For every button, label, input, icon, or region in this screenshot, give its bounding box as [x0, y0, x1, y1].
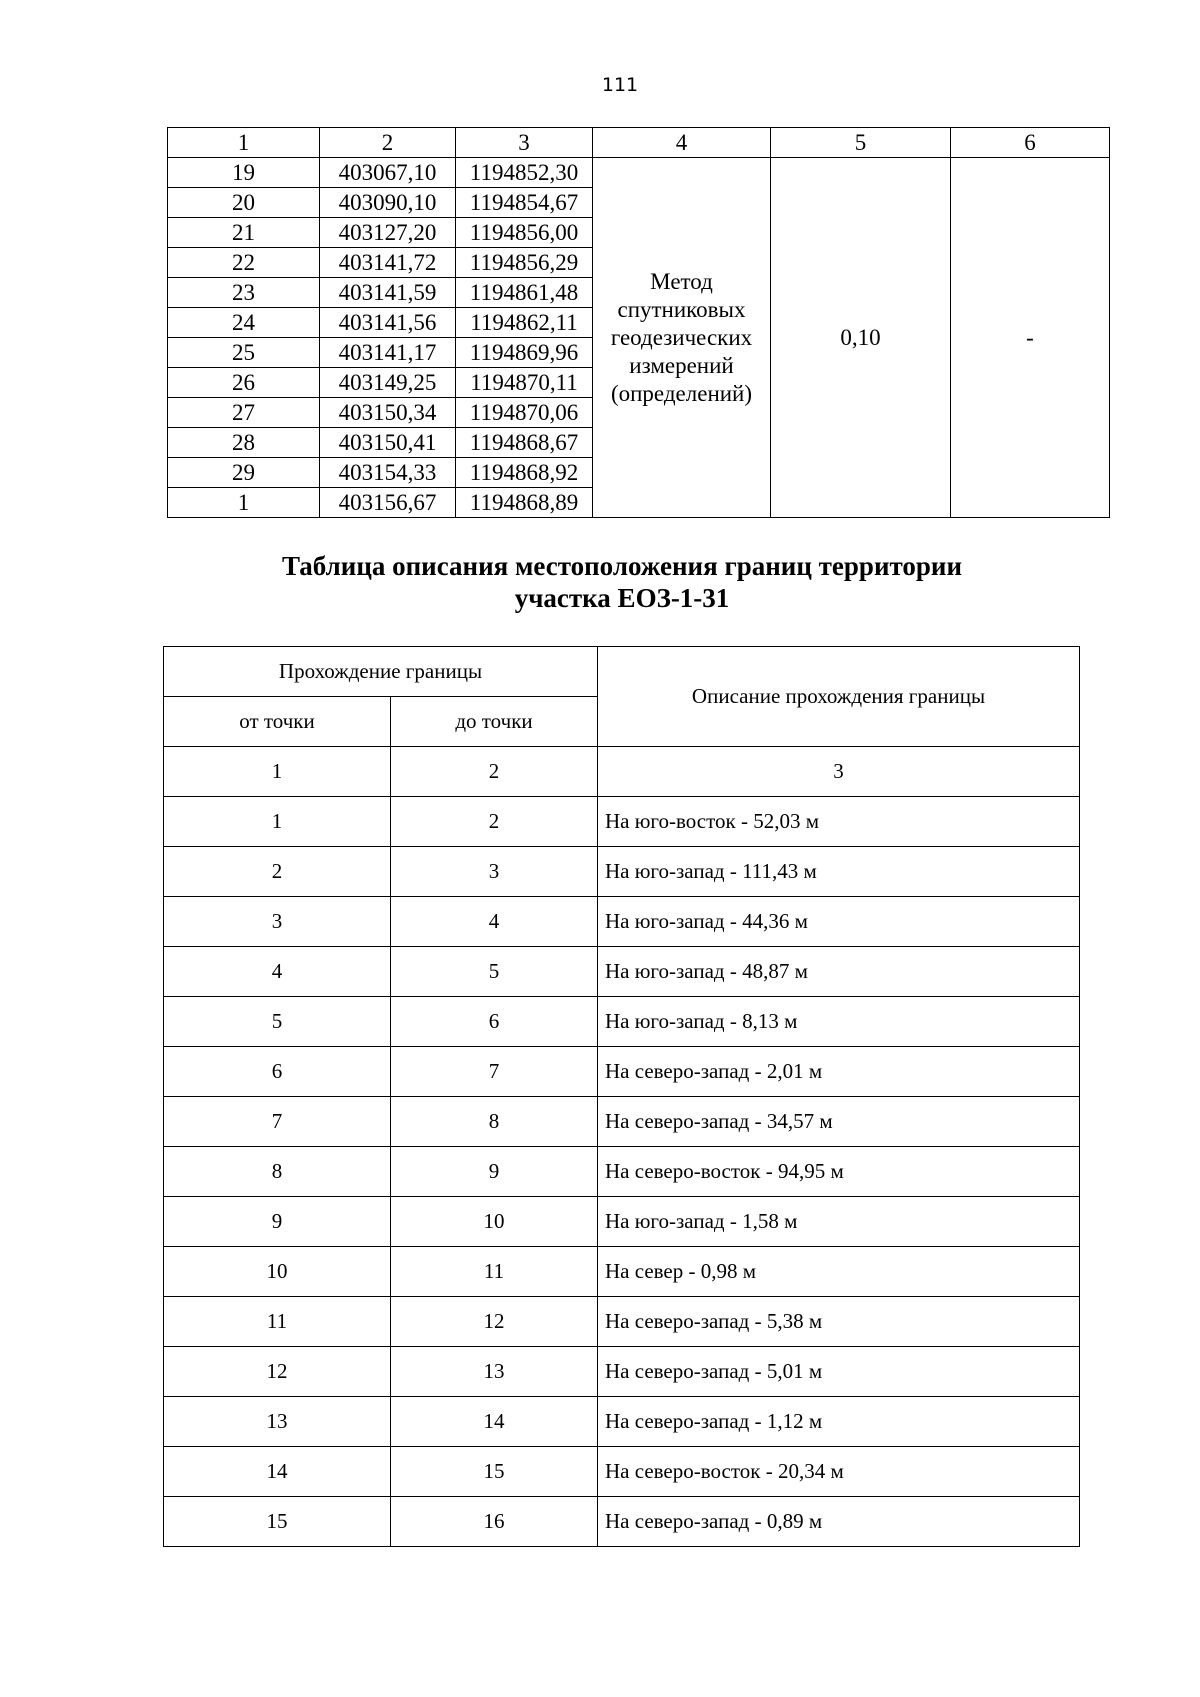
boundary-row [164, 1397, 1080, 1447]
method-line: (определений) [610, 380, 753, 406]
coord-y: 1194852,30 [456, 158, 593, 188]
to-point: 6 [391, 997, 598, 1047]
coord-x: 403141,72 [320, 248, 456, 278]
from-point: 2 [164, 847, 391, 897]
boundary-table-column-numbers [164, 747, 1080, 797]
boundary-row [164, 1447, 1080, 1497]
boundary-description: На юго-восток - 52,03 м [598, 797, 1080, 847]
to-point: 13 [391, 1347, 598, 1397]
from-point: 14 [164, 1447, 391, 1497]
boundary-row [164, 797, 1080, 847]
coord-y: 1194868,67 [456, 428, 593, 458]
boundary-row [164, 1047, 1080, 1097]
section-title [167, 550, 1077, 614]
coord-x: 403127,20 [320, 218, 456, 248]
boundary-row [164, 1347, 1080, 1397]
coord-y: 1194868,89 [456, 488, 593, 518]
from-point: 10 [164, 1247, 391, 1297]
coord-x: 403150,34 [320, 398, 456, 428]
boundary-description: На северо-запад - 0,89 м [598, 1497, 1080, 1547]
coord-y: 1194862,11 [456, 308, 593, 338]
coord-y: 1194856,29 [456, 248, 593, 278]
coord-y: 1194868,92 [456, 458, 593, 488]
method-line: измерений [629, 352, 734, 378]
boundary-description: На северо-запад - 5,01 м [598, 1347, 1080, 1397]
section-title-line-2: участка ЕОЗ-1-31 [514, 583, 730, 613]
to-point: 5 [391, 947, 598, 997]
col-header-4: 4 [593, 128, 771, 158]
boundary-row [164, 847, 1080, 897]
header-description: Описание прохождения границы [598, 647, 1080, 747]
header-to-point: до точки [391, 697, 598, 747]
from-point: 15 [164, 1497, 391, 1547]
method-line: Метод [650, 268, 713, 294]
coord-x: 403067,10 [320, 158, 456, 188]
coord-y: 1194854,67 [456, 188, 593, 218]
boundary-description: На юго-запад - 111,43 м [598, 847, 1080, 897]
from-point: 11 [164, 1297, 391, 1347]
coord-x: 403154,33 [320, 458, 456, 488]
boundary-description: На север - 0,98 м [598, 1247, 1080, 1297]
point-number: 29 [168, 458, 320, 488]
from-point: 7 [164, 1097, 391, 1147]
boundary-row [164, 897, 1080, 947]
header-passage: Прохождение границы [164, 647, 598, 697]
from-point: 4 [164, 947, 391, 997]
from-point: 9 [164, 1197, 391, 1247]
boundary-row [164, 1197, 1080, 1247]
boundary-description: На северо-восток - 94,95 м [598, 1147, 1080, 1197]
method-line: спутниковых [617, 296, 746, 322]
from-point: 13 [164, 1397, 391, 1447]
to-point: 16 [391, 1497, 598, 1547]
method-cell [593, 158, 771, 518]
coord-x: 403090,10 [320, 188, 456, 218]
point-number: 24 [168, 308, 320, 338]
coord-y: 1194856,00 [456, 218, 593, 248]
col-header-3: 3 [456, 128, 593, 158]
to-point: 7 [391, 1047, 598, 1097]
from-point: 5 [164, 997, 391, 1047]
coord-x: 403150,41 [320, 428, 456, 458]
header-from-point: от точки [164, 697, 391, 747]
boundary-row [164, 1247, 1080, 1297]
column-6-cell: - [951, 158, 1110, 518]
coord-x: 403149,25 [320, 368, 456, 398]
from-point: 1 [164, 797, 391, 847]
boundary-description: На юго-запад - 8,13 м [598, 997, 1080, 1047]
section-title-line-1: Таблица описания местоположения границ территории [281, 551, 963, 581]
coord-x: 403141,17 [320, 338, 456, 368]
point-number: 28 [168, 428, 320, 458]
coord-x: 403141,56 [320, 308, 456, 338]
from-point: 3 [164, 897, 391, 947]
coord-y: 1194869,96 [456, 338, 593, 368]
boundary-description: На северо-запад - 5,38 м [598, 1297, 1080, 1347]
boundary-row [164, 1097, 1080, 1147]
coordinates-table-header [168, 128, 1110, 158]
boundary-description: На юго-запад - 44,36 м [598, 897, 1080, 947]
to-point: 4 [391, 897, 598, 947]
col-number-1: 1 [164, 747, 391, 797]
col-header-5: 5 [771, 128, 951, 158]
to-point: 8 [391, 1097, 598, 1147]
method-line: геодезических [610, 324, 753, 350]
col-header-1: 1 [168, 128, 320, 158]
to-point: 11 [391, 1247, 598, 1297]
coord-y: 1194870,06 [456, 398, 593, 428]
to-point: 10 [391, 1197, 598, 1247]
point-number: 23 [168, 278, 320, 308]
col-header-2: 2 [320, 128, 456, 158]
boundary-description: На северо-восток - 20,34 м [598, 1447, 1080, 1497]
point-number: 22 [168, 248, 320, 278]
boundary-description: На северо-запад - 34,57 м [598, 1097, 1080, 1147]
point-number: 19 [168, 158, 320, 188]
boundary-description: На северо-запад - 1,12 м [598, 1397, 1080, 1447]
to-point: 2 [391, 797, 598, 847]
boundary-row [164, 1497, 1080, 1547]
accuracy-cell: 0,10 [771, 158, 951, 518]
boundary-description: На юго-запад - 48,87 м [598, 947, 1080, 997]
coordinates-table [167, 127, 1110, 518]
boundary-description: На юго-запад - 1,58 м [598, 1197, 1080, 1247]
to-point: 12 [391, 1297, 598, 1347]
coord-y: 1194861,48 [456, 278, 593, 308]
point-number: 21 [168, 218, 320, 248]
from-point: 8 [164, 1147, 391, 1197]
to-point: 15 [391, 1447, 598, 1497]
to-point: 9 [391, 1147, 598, 1197]
point-number: 25 [168, 338, 320, 368]
coord-y: 1194870,11 [456, 368, 593, 398]
point-number: 1 [168, 488, 320, 518]
point-number: 20 [168, 188, 320, 218]
point-number: 27 [168, 398, 320, 428]
coord-x: 403141,59 [320, 278, 456, 308]
col-number-2: 2 [391, 747, 598, 797]
to-point: 3 [391, 847, 598, 897]
point-number: 26 [168, 368, 320, 398]
from-point: 6 [164, 1047, 391, 1097]
boundary-row [164, 997, 1080, 1047]
boundary-row [164, 1297, 1080, 1347]
boundary-description: На северо-запад - 2,01 м [598, 1047, 1080, 1097]
coordinate-row [168, 158, 1110, 188]
col-number-3: 3 [598, 747, 1080, 797]
to-point: 14 [391, 1397, 598, 1447]
boundary-description-table [163, 646, 1080, 1547]
from-point: 12 [164, 1347, 391, 1397]
boundary-table-header-row-1 [164, 647, 1080, 697]
coord-x: 403156,67 [320, 488, 456, 518]
boundary-row [164, 1147, 1080, 1197]
page-number: 111 [601, 74, 639, 96]
col-header-6: 6 [951, 128, 1110, 158]
boundary-row [164, 947, 1080, 997]
